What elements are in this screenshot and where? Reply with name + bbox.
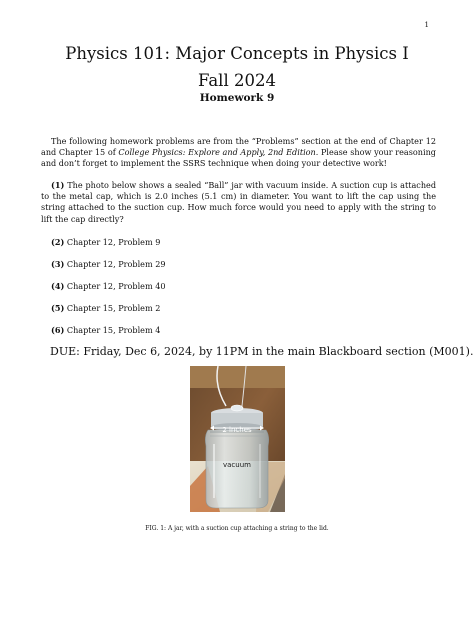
width-label: 2 inches [222, 426, 252, 434]
problem-1-text: The photo below shows a sealed “Ball” jar with vacuum inside. A suction cup is attached to the metal cap, which is 2.0 inches (5.1 cm) in diameter. You want to lift the cap using the string attached to the suction cup. How much force would you need to apply with the string to lift the cap directly? [41, 180, 436, 224]
title-line-1: Physics 101: Major Concepts in Physics I [65, 44, 409, 63]
problem-number: (5) [51, 303, 65, 313]
problem-text: Chapter 12, Problem 40 [66, 281, 166, 291]
problem-3 [51, 259, 166, 270]
problem-6 [51, 325, 160, 336]
problem-5 [51, 303, 160, 314]
due-date: DUE: Friday, Dec 6, 2024, by 11PM in the main Blackboard section (M001). [50, 345, 474, 358]
problem-number: (4) [51, 281, 65, 291]
problem-text: Chapter 15, Problem 4 [66, 325, 161, 335]
problem-2 [51, 237, 160, 248]
problem-number: (2) [51, 237, 65, 247]
problem-4 [51, 281, 166, 292]
problem-1 [41, 180, 436, 225]
intro-paragraph [41, 136, 436, 170]
page-number: 1 [424, 21, 429, 29]
title-line-2: Fall 2024 [198, 71, 276, 90]
problem-text: Chapter 12, Problem 29 [66, 259, 166, 269]
homework-subtitle: Homework 9 [199, 92, 275, 104]
problem-number: (6) [51, 325, 65, 335]
problem-text: Chapter 12, Problem 9 [66, 237, 161, 247]
intro-after: Please show your reasoning and don’t forget to implement the SSRS technique when doing your detective work! [41, 147, 436, 169]
problem-1-number: (1) [51, 180, 65, 190]
intro-before: The following homework problems are from the “Problems” section at the end of Chapter 12 and Chapter 15 of [41, 136, 436, 158]
vacuum-label: vacuum [223, 461, 251, 469]
problem-number: (3) [51, 259, 65, 269]
page-title [0, 40, 474, 94]
problem-text: Chapter 15, Problem 2 [66, 303, 161, 313]
figure-caption: FIG. 1: A jar, with a suction cup attaching a string to the lid. [145, 525, 329, 532]
book-title: College Physics: Explore and Apply, 2nd Edition. [118, 147, 319, 158]
jar-photo [190, 366, 285, 512]
